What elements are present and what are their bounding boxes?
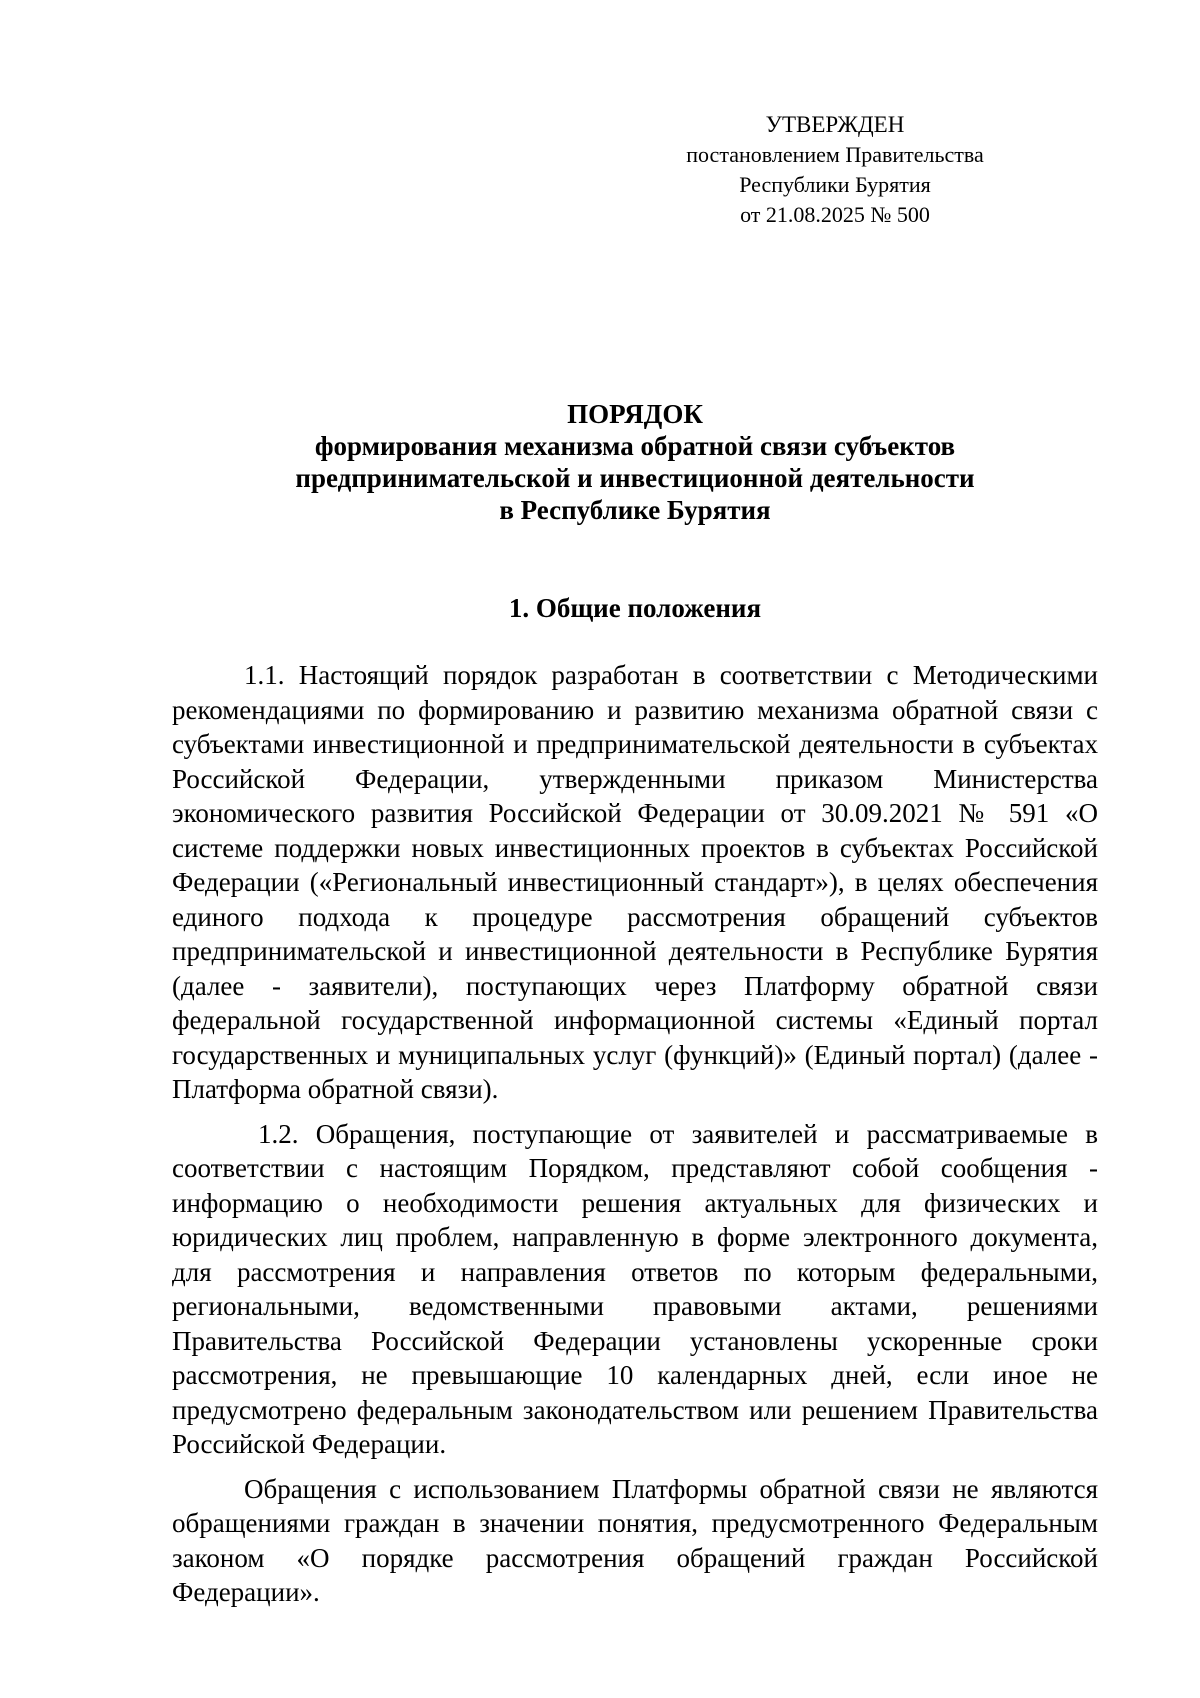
- approval-heading: УТВЕРЖДЕН: [765, 112, 905, 137]
- approval-stamp: [640, 110, 1030, 230]
- section-body: [172, 658, 1098, 1610]
- paragraph-1-1: 1.1. Настоящий порядок разработан в соответствии с Методическими рекомендациями по формированию и развитию механизма обратной связи с субъектами инвестиционной и предпринимательской деятельности в субъектах Российской Федерации, утвержденными приказом Министерства экономического развития Российской Федерации от 30.09.2021 № 591 «О системе поддержки новых инвестиционных проектов в субъектах Российской Федерации («Региональный инвестиционный стандарт»), в целях обеспечения единого подхода к процедуре рассмотрения обращений субъектов предпринимательской и инвестиционной деятельности в Республике Бурятия (далее - заявители), поступающих через Платформу обратной связи федеральной государственной информационной системы «Единый портал государственных и муниципальных услуг (функций)» (Единый портал) (далее - Платформа обратной связи).: [172, 660, 1098, 1104]
- title-line-1: ПОРЯДОК: [567, 399, 703, 429]
- title-line-2: формирования механизма обратной связи субъектов: [314, 431, 956, 461]
- approval-line-1: постановлением Правительства: [686, 142, 984, 167]
- section-heading: 1. Общие положения: [508, 593, 762, 623]
- document-title: [170, 398, 1100, 526]
- title-line-3: предпринимательской и инвестиционной деятельности: [295, 463, 975, 493]
- paragraph-1-2: 1.2. Обращения, поступающие от заявителей и рассматриваемые в соответствии с настоящим Порядком, представляют собой сообщения - информацию о необходимости решения актуальных для физических и юридических лиц проблем, направленную в форме электронного документа, для рассмотрения и направления ответов по которым федеральными, региональными, ведомственными правовыми актами, решениями Правительства Российской Федерации установлены ускоренные сроки рассмотрения, не превышающие 10 календарных дней, если иное не предусмотрено федеральным законодательством или решением Правительства Российской Федерации.: [172, 1118, 1098, 1459]
- title-line-4: в Республике Бурятия: [499, 495, 771, 525]
- paragraph-1-2-continued: Обращения с использованием Платформы обратной связи не являются обращениями граждан в значении понятия, предусмотренного Федеральным законом «О порядке рассмотрения обращений граждан Российской Федерации».: [172, 1473, 1098, 1607]
- approval-line-3: от 21.08.2025 № 500: [740, 202, 930, 227]
- approval-line-2: Республики Бурятия: [739, 172, 931, 197]
